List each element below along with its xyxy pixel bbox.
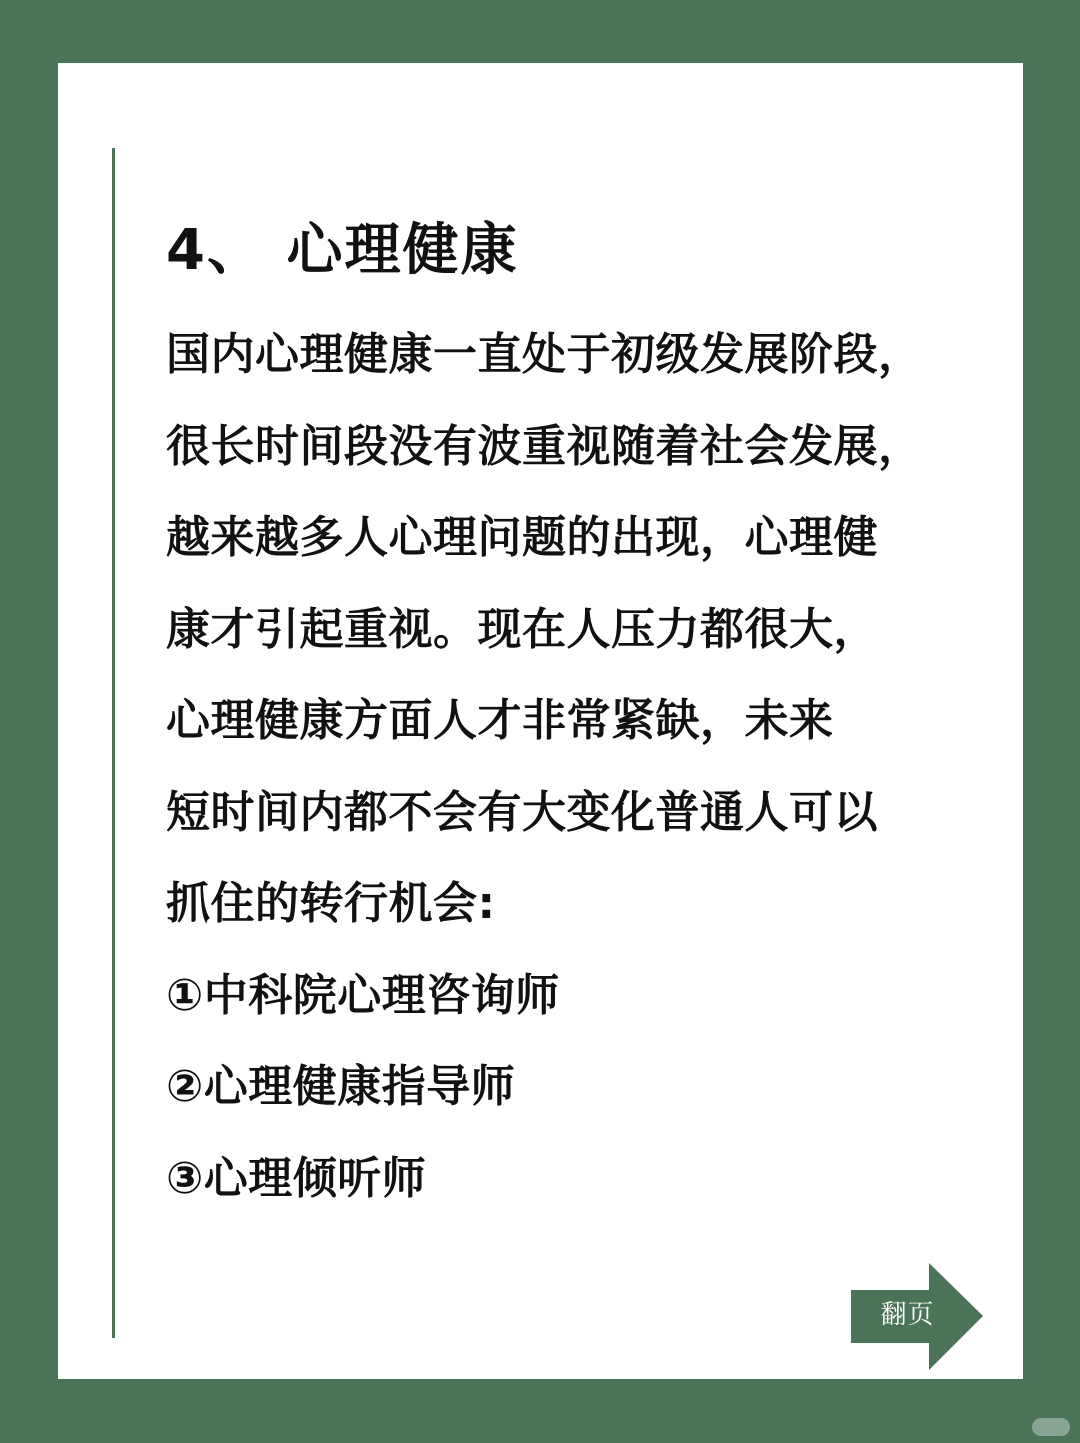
- paragraph-line: 抓住的转行机会:: [166, 878, 496, 929]
- list-item-3: ③心理倾听师: [166, 1152, 427, 1204]
- section-heading: 4、 心理健康: [166, 218, 519, 283]
- paragraph-line: 心理健康方面人才非常紧缺，未来: [166, 695, 834, 746]
- paragraph-line: 越来越多人心理问题的出现，心理健: [166, 512, 878, 563]
- accent-line: [112, 148, 115, 1338]
- paragraph-line: 很长时间段没有波重视随着社会发展，: [166, 420, 923, 472]
- paragraph-line: 短时间内都不会有大变化普通人可以: [166, 786, 878, 838]
- watermark: [1032, 1418, 1070, 1436]
- paragraph-line: 国内心理健康一直处于初级发展阶段，: [166, 329, 923, 380]
- paragraph-line: 康才引起重视。现在人压力都很大，: [166, 603, 878, 655]
- next-page-button[interactable]: [851, 1263, 983, 1370]
- list-item-2: ②心理健康指导师: [166, 1061, 516, 1112]
- content-card: [58, 63, 1023, 1379]
- list-item-1: ①中科院心理咨询师: [166, 969, 560, 1021]
- body-text: [166, 325, 996, 1240]
- next-page-label: 翻页: [880, 1300, 935, 1330]
